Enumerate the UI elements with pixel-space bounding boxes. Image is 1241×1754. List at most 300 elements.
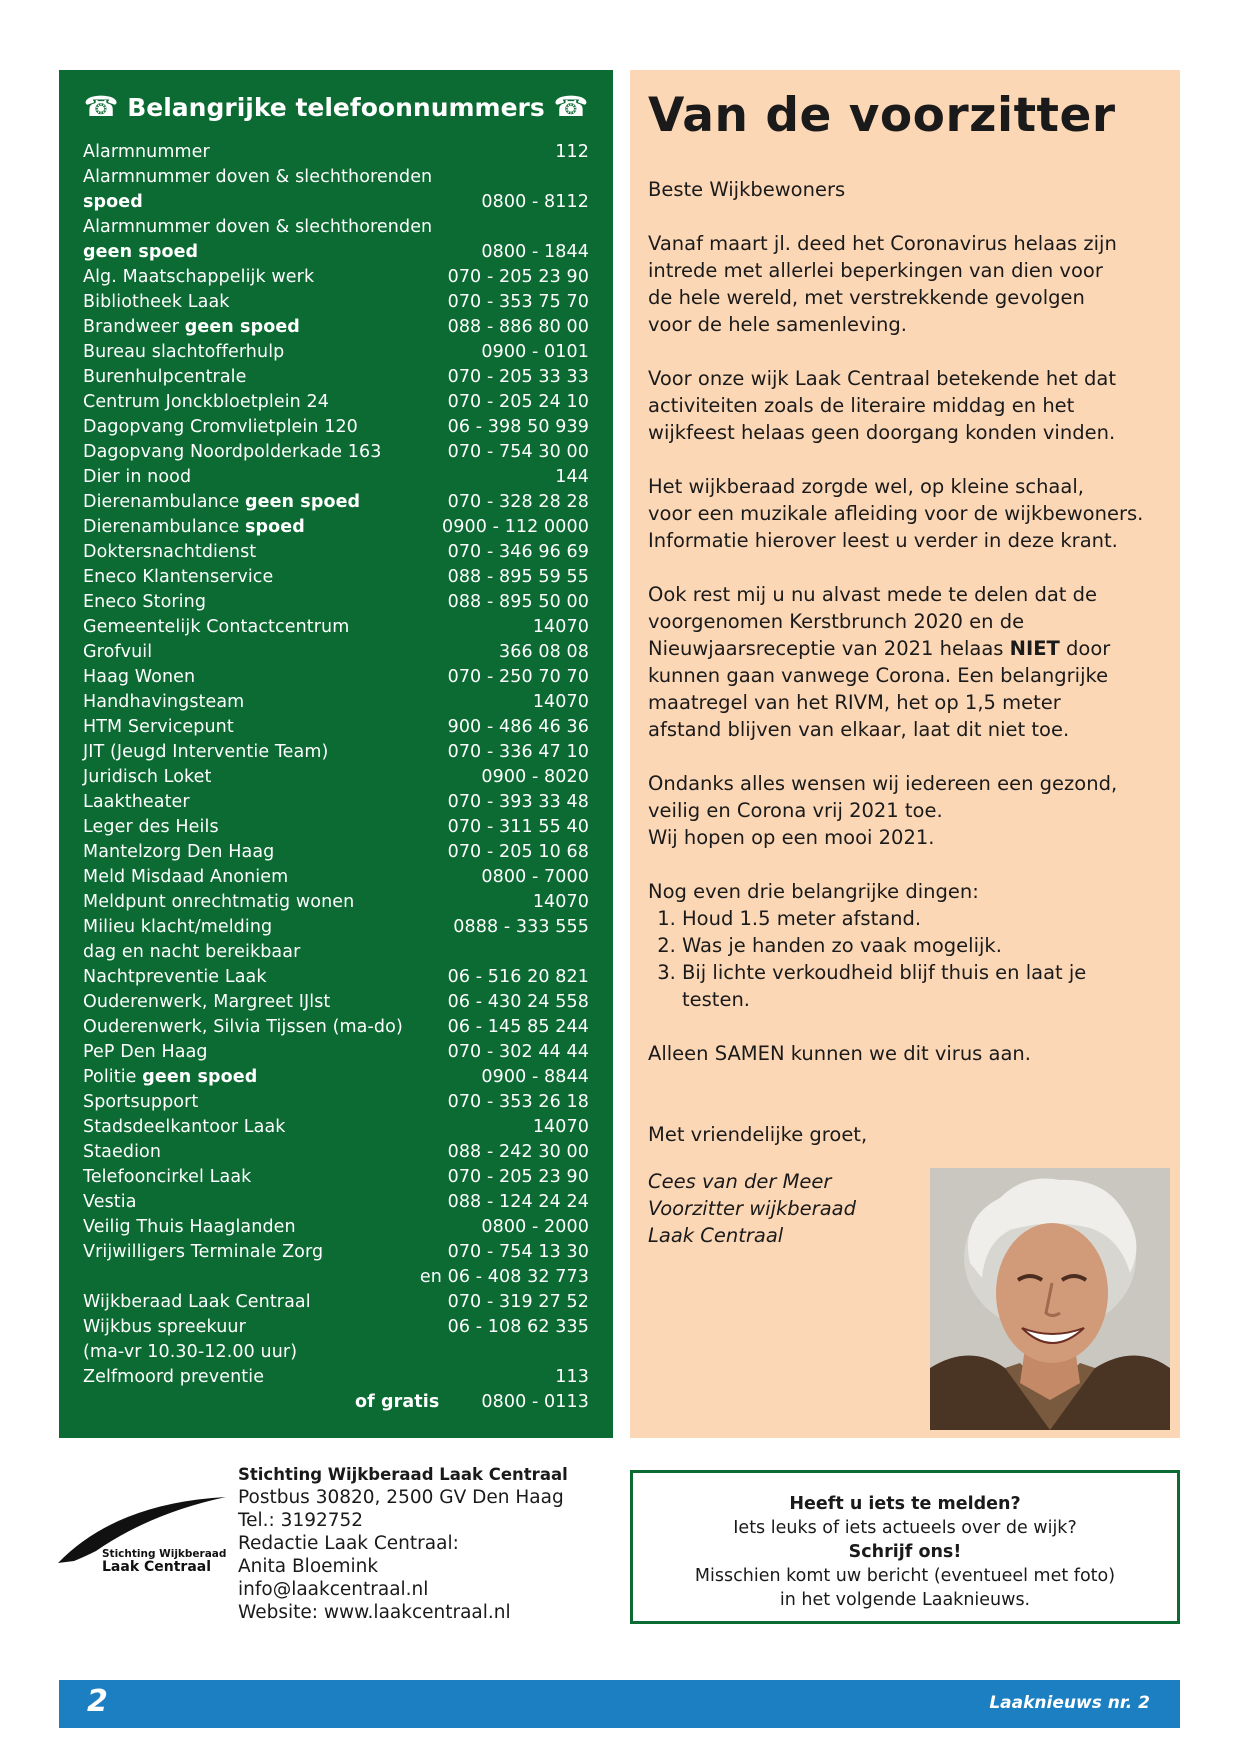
phone-row (83, 1365, 589, 1390)
telephone-icon: ☎ (83, 90, 119, 123)
phone-row-number (355, 1390, 589, 1415)
phone-row-label-text: Laaktheater (83, 792, 190, 812)
phone-row-label-text: Dier in nood (83, 467, 192, 487)
phone-row (83, 540, 589, 565)
phone-number: 14070 (532, 892, 589, 912)
paragraph-wishes (648, 770, 1180, 851)
address-block (238, 1463, 568, 1624)
phone-number: 112 (555, 142, 589, 162)
phone-row (83, 740, 589, 765)
phone-row (83, 1290, 589, 1315)
signature-role: Voorzitter wijkberaad (648, 1197, 856, 1220)
phone-row (83, 465, 589, 490)
phone-row-label (83, 540, 256, 565)
phone-row-label-bold: of gratis (354, 1392, 440, 1412)
phone-number: 113 (555, 1367, 589, 1387)
phone-row-label (83, 1315, 246, 1340)
phone-number: 070 - 353 75 70 (447, 292, 589, 312)
phone-row (83, 1015, 589, 1040)
closing-line: Alleen SAMEN kunnen we dit virus aan. (648, 1042, 1031, 1065)
paragraph-music (648, 473, 1180, 554)
phone-row (83, 290, 589, 315)
phone-row-label-text: Gemeentelijk Contactcentrum (83, 617, 350, 637)
phone-row-label-text: Veilig Thuis Haaglanden (83, 1217, 296, 1237)
phone-row-label-text: Handhavingsteam (83, 692, 245, 712)
phone-row (83, 240, 589, 265)
phone-row-label-text: Meld Misdaad Anoniem (83, 867, 289, 887)
phone-number: 06 - 398 50 939 (447, 417, 589, 437)
paragraph-corona: Vanaf maart jl. deed het Coronavirus helaas zijn intrede met allerlei beperkingen van dien voor de hele wereld, met verstrekkende gevolgen voor de hele samenleving. (648, 232, 1117, 336)
phone-row (83, 215, 589, 240)
phone-row (83, 765, 589, 790)
phone-number: 070 - 205 23 90 (447, 267, 589, 287)
phone-number: 14070 (532, 692, 589, 712)
phone-row-number (499, 640, 589, 665)
phone-row-number (448, 1190, 589, 1215)
phone-row-label-text: Juridisch Loket (83, 767, 212, 787)
phone-row-label-text: Sportsupport (83, 1092, 199, 1112)
phone-row-number (448, 590, 589, 615)
phone-number: 070 - 205 10 68 (447, 842, 589, 862)
phone-number: 088 - 124 24 24 (447, 1192, 589, 1212)
phone-number: 0800 - 2000 (481, 1217, 589, 1237)
phone-row-number (448, 840, 589, 865)
phone-row-label (83, 815, 219, 840)
editorial-label: Redactie Laak Centraal: (238, 1533, 459, 1554)
phone-row (83, 640, 589, 665)
phone-row-label-text: dag en nacht bereikbaar (83, 942, 301, 962)
phone-row-number (448, 1090, 589, 1115)
phone-number: 0900 - 8020 (481, 767, 589, 787)
phone-row (83, 1140, 589, 1165)
phone-number: 070 - 319 27 52 (447, 1292, 589, 1312)
phone-row-label-text: Dagopvang Cromvlietplein 120 (83, 417, 358, 437)
phone-row (83, 390, 589, 415)
phone-row-number (448, 965, 589, 990)
phone-row-number (448, 440, 589, 465)
phone-row-label (83, 1165, 251, 1190)
telephone-icon: ☎ (553, 90, 589, 123)
phone-row-label-text: Vestia (83, 1192, 137, 1212)
phone-row-label (83, 215, 432, 240)
phone-number: 0800 - 1844 (481, 242, 589, 262)
phone-number: 088 - 886 80 00 (447, 317, 589, 337)
regards: Met vriendelijke groet, (648, 1123, 868, 1146)
phone-row-number (448, 1290, 589, 1315)
phone-row-number (481, 1215, 589, 1240)
tip-line: in het volgende Laaknieuws. (779, 1590, 1031, 1610)
phone-row (83, 515, 589, 540)
paragraph-cancellation (648, 581, 1128, 743)
phone-row-number (448, 790, 589, 815)
phone-line: Tel.: 3192752 (238, 1510, 364, 1531)
phone-row-label (83, 340, 284, 365)
list-intro: Nog even drie belangrijke dingen: (648, 880, 979, 903)
phone-list (83, 140, 589, 1415)
phone-row-label-text: Stadsdeelkantoor Laak (83, 1117, 286, 1137)
page-number: 2 (87, 1684, 108, 1719)
phone-row-label (83, 1040, 208, 1065)
svg-text:Stichting Wijkberaad: Stichting Wijkberaad (102, 1548, 226, 1560)
phone-row-label (83, 390, 329, 415)
important-list (648, 905, 1122, 1013)
signature-name: Cees van der Meer (648, 1170, 832, 1193)
phone-row-label-text: Politie (83, 1067, 143, 1087)
phone-number: 070 - 205 24 10 (447, 392, 589, 412)
tip-line: Iets leuks of iets actueels over de wijk? (733, 1518, 1077, 1538)
phone-row (83, 865, 589, 890)
phone-number: 070 - 205 33 33 (447, 367, 589, 387)
phone-row-number (448, 565, 589, 590)
phone-row (83, 815, 589, 840)
phone-row-label (83, 890, 354, 915)
phone-row-label-text: HTM Servicepunt (83, 717, 234, 737)
phone-row-label-text: (ma-vr 10.30-12.00 uur) (83, 1342, 298, 1362)
phone-number: 088 - 242 30 00 (447, 1142, 589, 1162)
phone-row-label (83, 290, 230, 315)
phone-row-number (442, 515, 589, 540)
paragraph-activities: Voor onze wijk Laak Centraal betekende het dat activiteiten zoals de literaire middag en het wijkfeest helaas geen doorgang konden vinden. (648, 367, 1117, 444)
phone-row-label (83, 990, 330, 1015)
phone-row (83, 415, 589, 440)
phone-row-label (83, 915, 272, 940)
website-link[interactable]: Website: www.laakcentraal.nl (238, 1602, 511, 1623)
phone-row-number (448, 715, 589, 740)
phone-row-label-text: Eneco Storing (83, 592, 207, 612)
phone-row-label (83, 765, 211, 790)
phone-number: 0800 - 0113 (481, 1392, 589, 1412)
phone-row-label-text: Ouderenwerk, Silvia Tijssen (ma-do) (83, 1017, 403, 1037)
phone-row (83, 890, 589, 915)
phone-row (83, 1240, 589, 1265)
phone-row-label-text: Alg. Maatschappelijk werk (83, 267, 315, 287)
phone-row-number (420, 1265, 589, 1290)
phone-row-number (481, 865, 589, 890)
phone-number: 070 - 754 30 00 (447, 442, 589, 462)
phone-row-label (83, 365, 247, 390)
phone-row-label-bold: geen spoed (184, 317, 300, 337)
phone-row (83, 190, 589, 215)
paragraph-music-line: voor een muzikale afleiding voor de wijkbewoners. (648, 502, 1144, 525)
phone-row-label (83, 940, 300, 965)
phone-row-number (481, 340, 589, 365)
phone-row (83, 1165, 589, 1190)
phone-row-number (481, 240, 589, 265)
phone-number: 070 - 754 13 30 (447, 1242, 589, 1262)
phone-row-number (448, 265, 589, 290)
phone-row-label-bold: geen spoed (244, 492, 361, 512)
phone-row-number (448, 415, 589, 440)
phone-row (83, 1040, 589, 1065)
phone-number: 070 - 336 47 10 (447, 742, 589, 762)
phone-row-number (448, 390, 589, 415)
phone-row-label-text: Dierenambulance (83, 492, 245, 512)
phone-number: 0800 - 7000 (481, 867, 589, 887)
phone-row (83, 365, 589, 390)
phone-row (83, 615, 589, 640)
emphasis-niet: NIET (1009, 637, 1060, 660)
phone-numbers-panel (59, 70, 613, 1438)
phone-number: 088 - 895 50 00 (447, 592, 589, 612)
phone-row-label-text: Wijkbus spreekuur (83, 1317, 246, 1337)
phone-number: en 06 - 408 32 773 (419, 1267, 589, 1287)
phone-row-label (83, 1290, 311, 1315)
phone-row-label-text: Ouderenwerk, Margreet IJlst (83, 992, 331, 1012)
phone-row-label-bold: geen spoed (142, 1067, 258, 1087)
phone-row-label-text: Bibliotheek Laak (83, 292, 230, 312)
phone-row-number (448, 490, 589, 515)
phone-number: 070 - 302 44 44 (447, 1042, 589, 1062)
phone-row-label (83, 790, 190, 815)
editor-name: Anita Bloemink (238, 1556, 379, 1577)
phone-row-label (83, 1215, 296, 1240)
phone-row-label-text: Brandweer (83, 317, 185, 337)
phone-row-label-bold: spoed (83, 192, 143, 212)
phone-number: 900 - 486 46 36 (447, 717, 589, 737)
phone-row (83, 840, 589, 865)
phone-row-label (83, 1240, 323, 1265)
phone-row (83, 490, 589, 515)
phone-row-label (83, 640, 152, 665)
phone-row-number (448, 1140, 589, 1165)
phone-row-number (448, 540, 589, 565)
phone-number: 070 - 205 23 90 (447, 1167, 589, 1187)
phone-row-label (83, 315, 300, 340)
wishes-line: Ondanks alles wensen wij iedereen een gezond, (648, 772, 1118, 795)
phone-row-number (448, 1240, 589, 1265)
phone-number: 0900 - 0101 (481, 342, 589, 362)
footer-bar (59, 1680, 1180, 1728)
phone-row (83, 565, 589, 590)
phone-row (83, 1340, 589, 1365)
phone-row-number (448, 290, 589, 315)
phone-row-label-text: Meldpunt onrechtmatig wonen (83, 892, 355, 912)
phone-row (83, 715, 589, 740)
phone-row-label (83, 515, 305, 540)
phone-row-number (533, 615, 589, 640)
phone-row-number (533, 1115, 589, 1140)
tip-line: Misschien komt uw bericht (eventueel met foto) (694, 1566, 1116, 1586)
phone-row-label-text: Grofvuil (83, 642, 153, 662)
phone-row-label-text: Staedion (83, 1142, 162, 1162)
phone-row-label-text: Alarmnummer doven & slechthorenden (83, 167, 433, 187)
phone-number: 0900 - 112 0000 (442, 517, 589, 537)
phone-row (83, 440, 589, 465)
phone-number: 0888 - 333 555 (453, 917, 589, 937)
phone-row-number (555, 465, 589, 490)
phone-row (83, 665, 589, 690)
phone-row-label-text: Bureau slachtofferhulp (83, 342, 285, 362)
phone-row-label (83, 1090, 198, 1115)
phone-row-label-text: Mantelzorg Den Haag (83, 842, 275, 862)
phone-row-label-text: JIT (Jeugd Interventie Team) (83, 742, 329, 762)
wishes-line: Wij hopen op een mooi 2021. (648, 826, 935, 849)
phone-row (83, 590, 589, 615)
list-item: 2. Was je handen zo vaak mogelijk. (682, 932, 1122, 959)
phone-row (83, 1190, 589, 1215)
phone-row (83, 1390, 589, 1415)
phone-row-number (481, 190, 589, 215)
phone-row-number (555, 140, 589, 165)
phone-row-label (83, 740, 328, 765)
phone-row-label (83, 615, 349, 640)
phone-number: 144 (555, 467, 589, 487)
phone-row-number (481, 765, 589, 790)
phone-number: 070 - 250 70 70 (447, 667, 589, 687)
tip-cta: Schrijf ons! (848, 1542, 962, 1562)
phone-row (83, 140, 589, 165)
phone-row-label (83, 1065, 257, 1090)
phone-number: 088 - 895 59 55 (447, 567, 589, 587)
phone-row-label (83, 265, 314, 290)
phone-row (83, 690, 589, 715)
phone-row-label (83, 665, 195, 690)
postal-address: Postbus 30820, 2500 GV Den Haag (238, 1487, 564, 1508)
phone-number: 06 - 516 20 821 (447, 967, 589, 987)
phone-row (83, 790, 589, 815)
phone-row-label-text: PeP Den Haag (83, 1042, 208, 1062)
phone-row-number (448, 1040, 589, 1065)
phone-row-label-text: Dagopvang Noordpolderkade 163 (83, 442, 382, 462)
paragraph-cancellation-text: door kunnen gaan vanwege Corona. Een belangrijke maatregel van het RIVM, het op 1,5 meter afstand blijven van elkaar, laat dit niet toe. (648, 637, 1111, 741)
phone-row-number (453, 915, 589, 940)
submit-news-box (630, 1470, 1180, 1624)
phone-row-label (83, 1190, 137, 1215)
phone-row-label-text: Centrum Jonckbloetplein 24 (83, 392, 329, 412)
tip-title: Heeft u iets te melden? (789, 1494, 1021, 1514)
signature-org: Laak Centraal (648, 1224, 784, 1247)
phone-row-label (83, 490, 360, 515)
phone-row-label-text: Doktersnachtdienst (83, 542, 257, 562)
phone-row-label (83, 140, 210, 165)
paragraph-music-line: Informatie hierover leest u verder in deze krant. (648, 529, 1118, 552)
phone-number: 070 - 346 96 69 (447, 542, 589, 562)
phone-row-label (83, 1365, 264, 1390)
paragraph-cancellation-text: Ook rest mij u nu alvast mede te delen dat de voorgenomen Kerstbrunch 2020 en de Nieuwjaarsreceptie van 2021 helaas (648, 583, 1098, 660)
phone-row (83, 1315, 589, 1340)
phone-row-label-text: Zelfmoord preventie (83, 1367, 265, 1387)
phone-numbers-title (83, 80, 589, 134)
phone-row-label-bold: geen spoed (83, 242, 199, 262)
phone-row-number (555, 1365, 589, 1390)
phone-row-number (448, 365, 589, 390)
list-item: 3. Bij lichte verkoudheid blijf thuis en laat je testen. (682, 959, 1122, 1013)
list-item: 1. Houd 1.5 meter afstand. (682, 905, 1122, 932)
phone-row-label (83, 1140, 161, 1165)
phone-row-label-text: Alarmnummer doven & slechthorenden (83, 217, 433, 237)
phone-number: 06 - 108 62 335 (447, 1317, 589, 1337)
chairman-letter (648, 176, 1180, 1249)
paragraph-music-line: Het wijkberaad zorgde wel, op kleine schaal, (648, 475, 1084, 498)
phone-number: 366 08 08 (499, 642, 589, 662)
phone-row (83, 990, 589, 1015)
phone-number: 070 - 328 28 28 (447, 492, 589, 512)
phone-number: 070 - 311 55 40 (447, 817, 589, 837)
phone-row-label (83, 1015, 403, 1040)
chairman-title: Van de voorzitter (648, 88, 1116, 143)
phone-row-number (448, 815, 589, 840)
phone-row-label-text: Alarmnummer (83, 142, 210, 162)
greeting: Beste Wijkbewoners (648, 178, 846, 201)
phone-number: 0800 - 8112 (481, 192, 589, 212)
phone-number: 070 - 353 26 18 (447, 1092, 589, 1112)
phone-row-number (481, 1065, 589, 1090)
phone-row (83, 165, 589, 190)
phone-row (83, 1215, 589, 1240)
phone-row-label (83, 440, 382, 465)
phone-row (83, 1265, 589, 1290)
phone-row-label (83, 1115, 286, 1140)
svg-text:Laak Centraal: Laak Centraal (102, 1559, 212, 1575)
phone-number: 06 - 145 85 244 (447, 1017, 589, 1037)
phone-row-number (448, 740, 589, 765)
phone-row-label (83, 1340, 297, 1365)
phone-row-label-text: Dierenambulance (83, 517, 245, 537)
phone-row-label (83, 465, 191, 490)
phone-row-number (448, 1015, 589, 1040)
phone-number: 06 - 430 24 558 (447, 992, 589, 1012)
phone-row (83, 265, 589, 290)
phone-row-number (448, 665, 589, 690)
organisation-name: Stichting Wijkberaad Laak Centraal (238, 1465, 568, 1484)
phone-row-label (83, 415, 358, 440)
phone-row (83, 1090, 589, 1115)
phone-numbers-title-text: Belangrijke telefoonnummers (127, 93, 545, 122)
phone-row-number (533, 890, 589, 915)
phone-number: 0900 - 8844 (481, 1067, 589, 1087)
phone-row-label (83, 240, 198, 265)
wijkberaad-logo (56, 1495, 226, 1577)
phone-row-number (448, 990, 589, 1015)
phone-row-label (83, 165, 432, 190)
phone-row-label (83, 965, 267, 990)
phone-row (83, 965, 589, 990)
phone-row (83, 315, 589, 340)
phone-row-label-text: Telefooncirkel Laak (83, 1167, 252, 1187)
phone-row-label-bold: spoed (244, 517, 305, 537)
phone-row-label (83, 865, 288, 890)
phone-row-label-text: Haag Wonen (83, 667, 196, 687)
phone-row-label (83, 190, 143, 215)
issue-label: Laaknieuws nr. 2 (989, 1693, 1150, 1713)
phone-row-label-text: Burenhulpcentrale (83, 367, 247, 387)
chairman-portrait (930, 1168, 1170, 1430)
wishes-line: veilig en Corona vrij 2021 toe. (648, 799, 943, 822)
phone-number: 070 - 393 33 48 (447, 792, 589, 812)
phone-row-label-text: Wijkberaad Laak Centraal (83, 1292, 311, 1312)
phone-row-label (83, 840, 274, 865)
phone-row-label-text: Milieu klacht/melding (83, 917, 273, 937)
email-link[interactable]: info@laakcentraal.nl (238, 1579, 429, 1600)
phone-row-label (83, 690, 244, 715)
phone-row-label-text: Eneco Klantenservice (83, 567, 274, 587)
phone-row-label (83, 565, 273, 590)
phone-number: 14070 (532, 617, 589, 637)
phone-row-label (83, 590, 206, 615)
phone-row (83, 940, 589, 965)
phone-row-label-text: Nachtpreventie Laak (83, 967, 267, 987)
phone-row-label-text: Leger des Heils (83, 817, 219, 837)
phone-row (83, 1115, 589, 1140)
phone-row-number (448, 315, 589, 340)
phone-row-number (448, 1315, 589, 1340)
phone-row-label-text: Vrijwilligers Terminale Zorg (83, 1242, 324, 1262)
phone-number: 14070 (532, 1117, 589, 1137)
phone-row-label (83, 715, 234, 740)
phone-row-number (533, 690, 589, 715)
phone-row (83, 340, 589, 365)
phone-row (83, 915, 589, 940)
